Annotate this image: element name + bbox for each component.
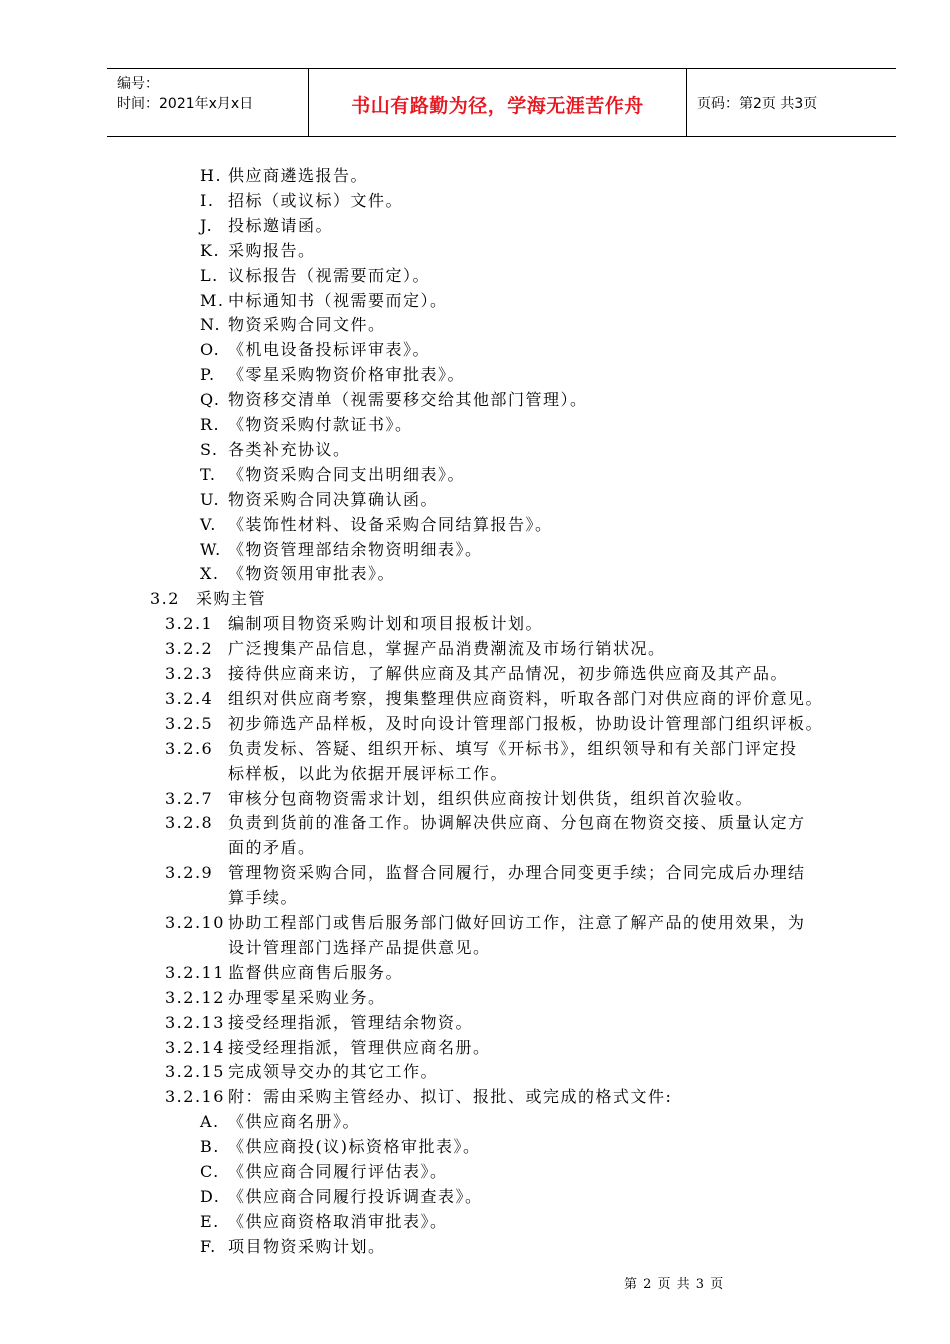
list-marker: P.: [200, 365, 216, 385]
list-item: 《物资领用审批表》。: [228, 564, 396, 584]
list-item: 《物资管理部结余物资明细表》。: [228, 539, 483, 559]
list-marker: D.: [200, 1186, 221, 1206]
item-text: 接待供应商来访，了解供应商及其产品情况，初步筛选供应商及其产品。: [228, 664, 789, 683]
item-number: 3.2.8: [165, 813, 214, 833]
list-item: 议标报告（视需要而定）。: [228, 265, 431, 285]
list-item: 供应商遴选报告。: [228, 166, 369, 185]
list-item: 《供应商合同履行投诉调查表》。: [228, 1186, 483, 1206]
list-marker: X.: [200, 564, 220, 584]
section-number: 3.2: [150, 589, 180, 609]
item-text: 协助工程部门或售后服务部门做好回访工作，注意了解产品的使用效果，为: [228, 913, 806, 932]
list-item: 投标邀请函。: [228, 215, 334, 235]
list-item: 各类补充协议。: [228, 439, 351, 459]
list-marker: H.: [200, 166, 223, 185]
item-text: 初步筛选产品样板，及时向设计管理部门报板，协助设计管理部门组织评板。: [228, 713, 824, 733]
header-motto-cell: [309, 69, 687, 136]
list-item: 《装饰性材料、设备采购合同结算报告》。: [228, 514, 553, 534]
list-item: 《供应商合同履行评估表》。: [228, 1162, 448, 1181]
item-number: 3.2.5: [165, 713, 214, 733]
item-text: 组织对供应商考察，搜集整理供应商资料，听取各部门对供应商的评价意见。: [228, 688, 824, 708]
list-marker: B.: [200, 1137, 220, 1157]
item-number: 3.2.9: [165, 863, 214, 883]
list-marker: W.: [200, 539, 222, 559]
list-marker: N.: [200, 315, 222, 335]
item-number: 3.2.4: [165, 688, 214, 708]
header-meta-cell: [107, 69, 309, 136]
item-number: 3.2.14: [165, 1037, 225, 1057]
list-item: 采购报告。: [228, 240, 316, 260]
list-marker: I.: [200, 190, 215, 210]
item-number: 3.2.16: [165, 1087, 225, 1107]
page-footer: 第 2 页 共 3 页: [624, 1277, 725, 1292]
list-marker: F.: [200, 1236, 217, 1256]
item-text: 审核分包商物资需求计划，组织供应商按计划供货，组织首次验收。: [228, 788, 754, 808]
item-text: 完成领导交办的其它工作。: [228, 1062, 439, 1082]
item-number: 3.2.15: [165, 1062, 225, 1082]
list-marker: Q.: [200, 390, 221, 410]
list-marker: U.: [200, 489, 221, 509]
header-page-info: 页码：第2页 共3页: [697, 96, 818, 112]
item-text: 接受经理指派，管理供应商名册。: [228, 1037, 491, 1057]
item-number: 3.2.11: [165, 962, 225, 982]
item-text: 设计管理部门选择产品提供意见。: [228, 937, 491, 957]
list-marker: M.: [200, 290, 225, 310]
list-item: 《零星采购物资价格审批表》。: [228, 365, 466, 385]
item-text: 算手续。: [228, 888, 299, 908]
doc-number-label: 编号：: [117, 76, 159, 92]
list-item: 物资移交清单（视需要移交给其他部门管理）。: [228, 390, 588, 410]
list-marker: E.: [200, 1211, 220, 1231]
list-marker: S.: [200, 439, 219, 459]
item-number: 3.2.10: [165, 913, 225, 932]
item-text: 面的矛盾。: [228, 838, 316, 858]
document-header: [107, 68, 896, 137]
item-number: 3.2.7: [165, 788, 214, 808]
list-marker: V.: [200, 514, 217, 534]
list-marker: K.: [200, 240, 221, 260]
item-text: 管理物资采购合同，监督合同履行，办理合同变更手续；合同完成后办理结: [228, 863, 806, 883]
item-text: 办理零星采购业务。: [228, 987, 386, 1007]
list-item: 《供应商名册》。: [228, 1112, 361, 1132]
list-item: 物资采购合同决算确认函。: [228, 489, 439, 509]
item-text: 广泛搜集产品信息，掌握产品消费潮流及市场行销状况。: [228, 639, 666, 659]
item-number: 3.2.1: [165, 614, 214, 634]
list-marker: O.: [200, 340, 221, 360]
item-number: 3.2.3: [165, 664, 214, 683]
list-item: 《供应商资格取消审批表》。: [228, 1211, 448, 1231]
list-item: 《物资采购合同支出明细表》。: [228, 464, 466, 484]
list-item: 物资采购合同文件。: [228, 315, 386, 335]
section-title: 采购主管: [196, 589, 267, 609]
list-marker: C.: [200, 1162, 220, 1181]
list-marker: R.: [200, 415, 221, 434]
list-item: 《供应商投(议)标资格审批表》。: [228, 1137, 481, 1157]
item-text: 负责到货前的准备工作。协调解决供应商、分包商在物资交接、质量认定方: [228, 813, 806, 833]
item-number: 3.2.12: [165, 987, 225, 1007]
item-number: 3.2.2: [165, 639, 214, 659]
date-label: 时间：2021年x月x日: [117, 96, 254, 112]
list-item: 《物资采购付款证书》。: [228, 415, 413, 434]
list-marker: J.: [200, 215, 214, 235]
item-number: 3.2.13: [165, 1012, 225, 1032]
item-text: 编制项目物资采购计划和项目报板计划。: [228, 614, 544, 634]
item-text: 接受经理指派，管理结余物资。: [228, 1012, 474, 1032]
list-item: 中标通知书（视需要而定）。: [228, 290, 448, 310]
item-number: 3.2.6: [165, 738, 214, 758]
list-marker: T.: [200, 464, 217, 484]
item-text: 负责发标、答疑、组织开标、填写《开标书》，组织领导和有关部门评定投: [228, 738, 798, 758]
list-item: 《机电设备投标评审表》。: [228, 340, 431, 360]
motto-text: 书山有路勤为径，学海无涯苦作舟: [351, 95, 644, 117]
list-item: 项目物资采购计划。: [228, 1236, 386, 1256]
header-page-cell: [687, 69, 896, 136]
item-text: 附：需由采购主管经办、拟订、报批、或完成的格式文件:: [228, 1087, 673, 1107]
list-marker: L.: [200, 265, 219, 285]
item-text: 标样板，以此为依据开展评标工作。: [228, 763, 509, 783]
list-marker: A.: [200, 1112, 220, 1132]
item-text: 监督供应商售后服务。: [228, 962, 404, 982]
list-item: 招标（或议标）文件。: [228, 190, 404, 210]
